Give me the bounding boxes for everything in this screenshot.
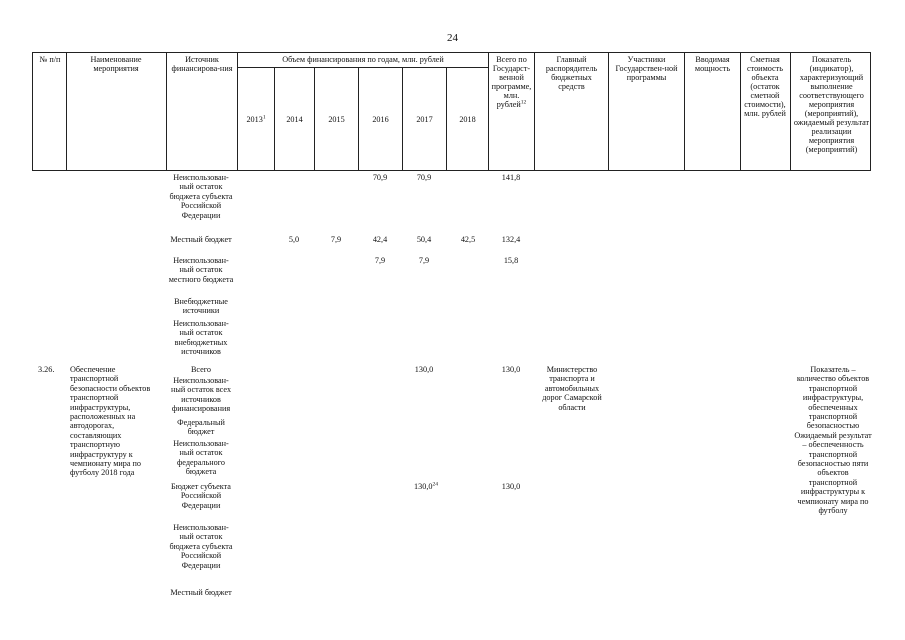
source-unused-region: Неиспользован-ный остаток бюджета субъекта Российской Федерации: [169, 173, 233, 220]
value-r2-2016: 42,4: [372, 235, 388, 244]
item-source-unused-region: Неиспользован-ный остаток бюджета субъекта Российской Федерации: [169, 523, 233, 570]
item-name: Обеспечение транспортной безопасности объектов транспортной инфраструктуры, расположенных на автодорогах, составляющих транспортную инфраструктуру к чемпионату мира по футболу 2018 года: [70, 365, 151, 478]
header-indicator: Показатель (индикатор), характеризующий выполнение соответствующего мероприятия (мероприятий), ожидаемый результат реализации мероприятия (мероприятий): [793, 55, 870, 154]
item-region-2017: 130,0$^{24}$: [414, 481, 438, 491]
header-total: Всего по Государст-венной программе, млн. рублей$^{12}$: [491, 55, 532, 109]
item-region-total: 130,0: [501, 482, 521, 491]
header-capacity: Вводимая мощность: [694, 55, 731, 73]
header-manager: Главный распорядитель бюджетных средств: [545, 55, 598, 91]
header-name: Наименование мероприятия: [90, 55, 142, 73]
source-extrabudget: Внебюджетные источники: [174, 297, 228, 316]
header-year-2018: 2018: [459, 115, 476, 124]
header-estimate: Сметная стоимость объекта (остаток сметной стоимости), млн. рублей: [744, 55, 786, 118]
page-number: 24: [447, 32, 458, 44]
header-num: № п/п: [39, 55, 61, 64]
header-year-2014: 2014: [286, 115, 303, 124]
item-total-2017: 130,0: [414, 365, 434, 374]
header-source: Источник финансирова-ния: [171, 55, 233, 73]
header-volume: Объем финансирования по годам, млн. рублей: [282, 55, 444, 64]
value-r3-2017: 7,9: [418, 256, 430, 265]
header-year-2013: 2013$^1$: [246, 114, 266, 124]
header-year-2015: 2015: [328, 115, 345, 124]
source-unused-extrabudget: Неиспользован-ный остаток внебюджетных источников: [173, 319, 229, 357]
header-year-2016: 2016: [372, 115, 389, 124]
source-unused-local: Неиспользован-ный остаток местного бюджета: [168, 256, 234, 284]
value-r2-2017: 50,4: [416, 235, 432, 244]
item-source-unused-federal: Неиспользован-ный остаток федерального бюджета: [173, 439, 229, 477]
item-source-total: Всего: [190, 365, 212, 374]
value-r2-2018: 42,5: [460, 235, 476, 244]
item-source-unused-all: Неиспользован-ный остаток всех источников финансирования: [170, 376, 232, 414]
value-r2-total: 132,4: [501, 235, 521, 244]
value-r3-total: 15,8: [503, 256, 519, 265]
value-r1-total: 141,8: [501, 173, 521, 182]
item-total-total: 130,0: [501, 365, 521, 374]
header-participants: Участники Государствен-ной программы: [615, 55, 678, 82]
item-source-region: Бюджет субъекта Российской Федерации: [171, 482, 231, 510]
value-r1-2017: 70,9: [416, 173, 432, 182]
item-source-federal: Федеральный бюджет: [177, 418, 225, 437]
value-r1-2016: 70,9: [372, 173, 388, 182]
item-number: 3.26.: [38, 365, 55, 374]
value-r2-2015: 7,9: [330, 235, 342, 244]
item-indicator: Показатель – количество объектов транспортной инфраструктуры, обеспеченных транспортной безопасностью Ожидаемый результат – обеспеченность транспортной безопасностью пяти объектов транспортной инфраструктуры к чемпионату мира по футболу: [794, 365, 872, 516]
value-r2-2014: 5,0: [288, 235, 300, 244]
value-r3-2016: 7,9: [374, 256, 386, 265]
item-source-local: Местный бюджет: [170, 588, 232, 597]
header-year-2017: 2017: [416, 115, 433, 124]
item-manager: Министерство транспорта и автомобильных дорог Самарской области: [542, 365, 602, 412]
source-local: Местный бюджет: [170, 235, 232, 244]
